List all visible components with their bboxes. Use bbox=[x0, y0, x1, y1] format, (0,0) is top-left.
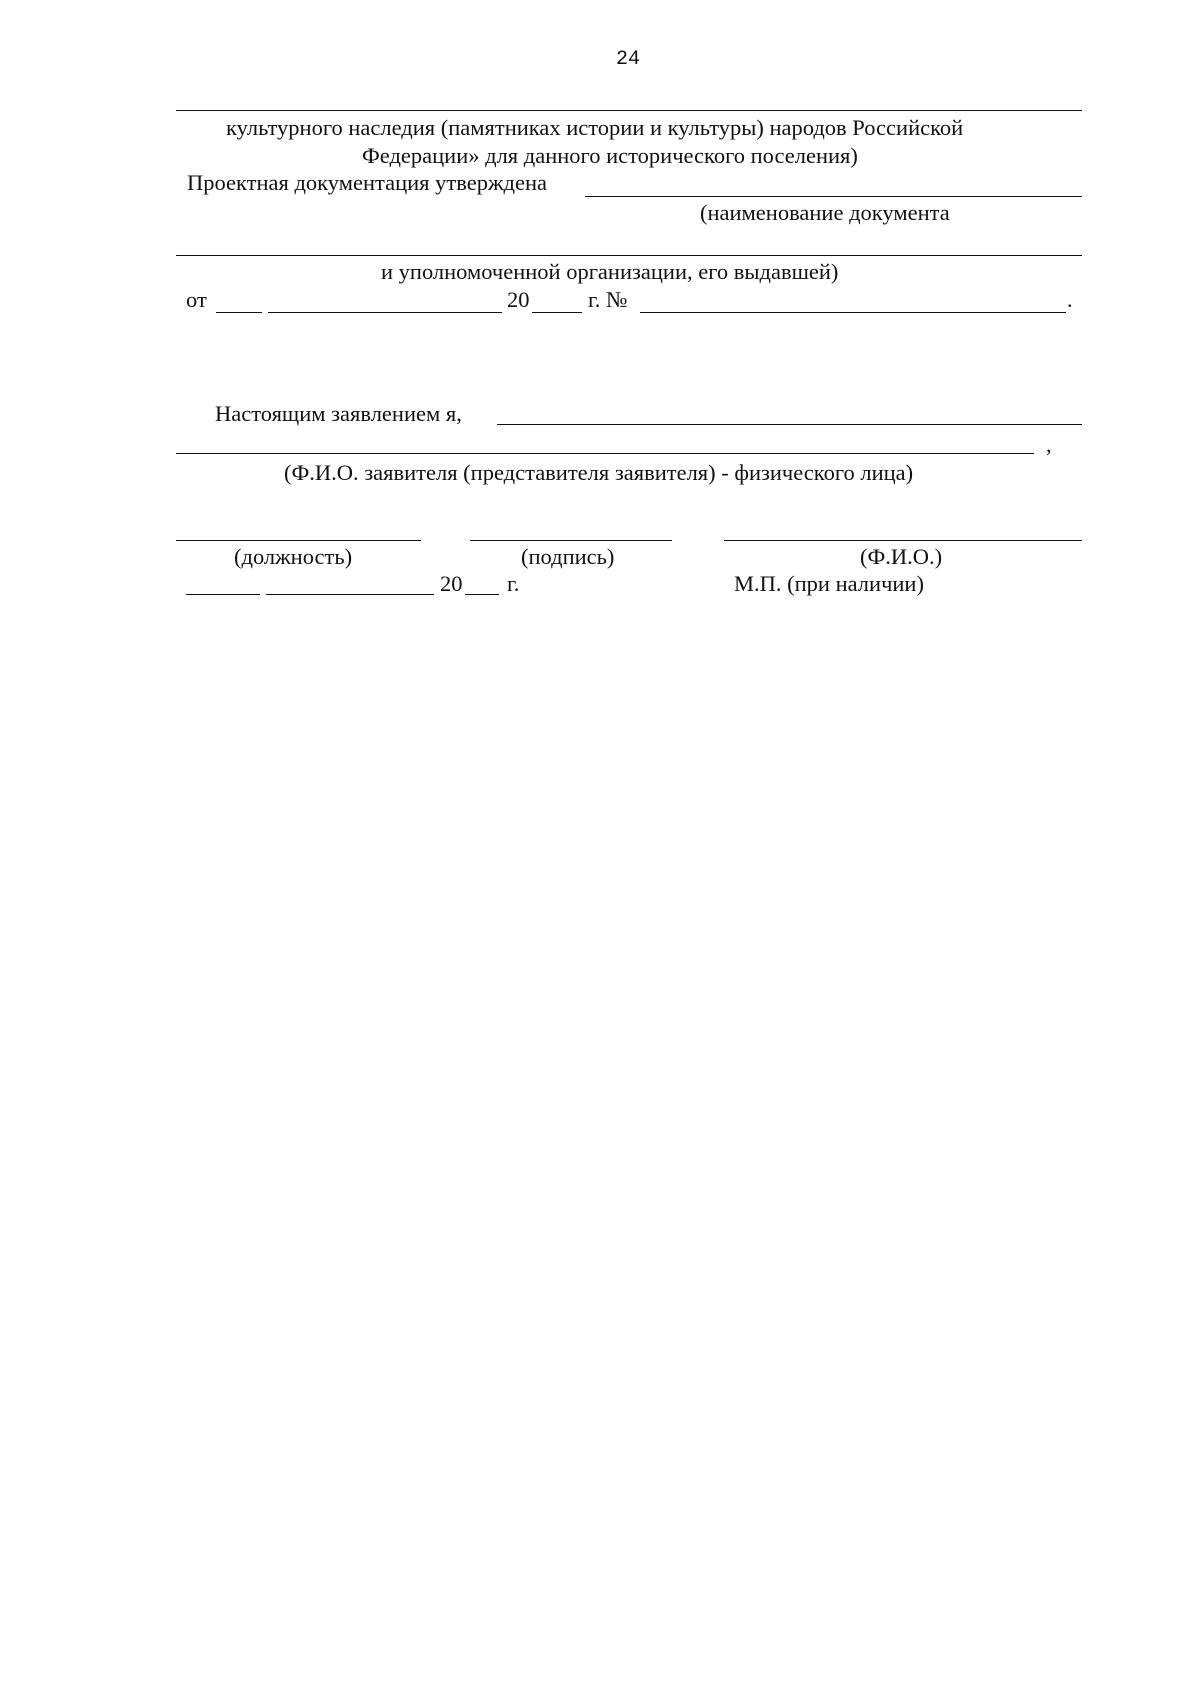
top-rule bbox=[176, 110, 1082, 111]
statement-comma: , bbox=[1046, 432, 1052, 457]
signature-year-suffix: г. bbox=[507, 571, 520, 596]
stamp-label: М.П. (при наличии) bbox=[734, 571, 924, 596]
statement-label: Настоящим заявлением я, bbox=[215, 401, 462, 426]
signature-day-field[interactable] bbox=[186, 594, 260, 595]
applicant-name-field-2[interactable] bbox=[176, 453, 1034, 454]
applicant-name-field-1[interactable] bbox=[497, 424, 1082, 425]
statement-caption: (Ф.И.О. заявителя (представителя заявителя) - физического лица) bbox=[284, 460, 914, 485]
signature-caption: (подпись) bbox=[521, 544, 615, 569]
date-year-prefix: 20 bbox=[507, 287, 530, 312]
date-line-end: . bbox=[1067, 287, 1073, 312]
continued-text-line-1: культурного наследия (памятниках истории и культуры) народов Российской bbox=[226, 115, 964, 140]
full-name-caption: (Ф.И.О.) bbox=[860, 544, 943, 569]
signature-year-field[interactable] bbox=[465, 594, 499, 595]
position-caption: (должность) bbox=[234, 544, 353, 569]
project-doc-caption-org: и уполномоченной организации, его выдавшей) bbox=[381, 259, 839, 284]
signature-month-field[interactable] bbox=[266, 594, 434, 595]
signature-field[interactable] bbox=[470, 540, 672, 541]
full-name-field[interactable] bbox=[724, 540, 1082, 541]
project-doc-field[interactable] bbox=[585, 196, 1082, 197]
project-doc-label: Проектная документация утверждена bbox=[187, 170, 547, 195]
continued-text-line-2: Федерации» для данного исторического поселения) bbox=[362, 143, 858, 168]
date-from-label: от bbox=[186, 287, 207, 312]
signature-year-prefix: 20 bbox=[440, 571, 463, 596]
date-year-field[interactable] bbox=[532, 312, 582, 313]
position-field[interactable] bbox=[176, 540, 421, 541]
date-number-label: г. № bbox=[588, 287, 628, 312]
page-number: 24 bbox=[616, 48, 641, 71]
project-doc-caption-doc-name: (наименование документа bbox=[700, 200, 950, 225]
date-day-field[interactable] bbox=[216, 312, 262, 313]
date-month-field[interactable] bbox=[268, 312, 502, 313]
org-name-field[interactable] bbox=[176, 255, 1082, 256]
date-number-field[interactable] bbox=[640, 312, 1066, 313]
